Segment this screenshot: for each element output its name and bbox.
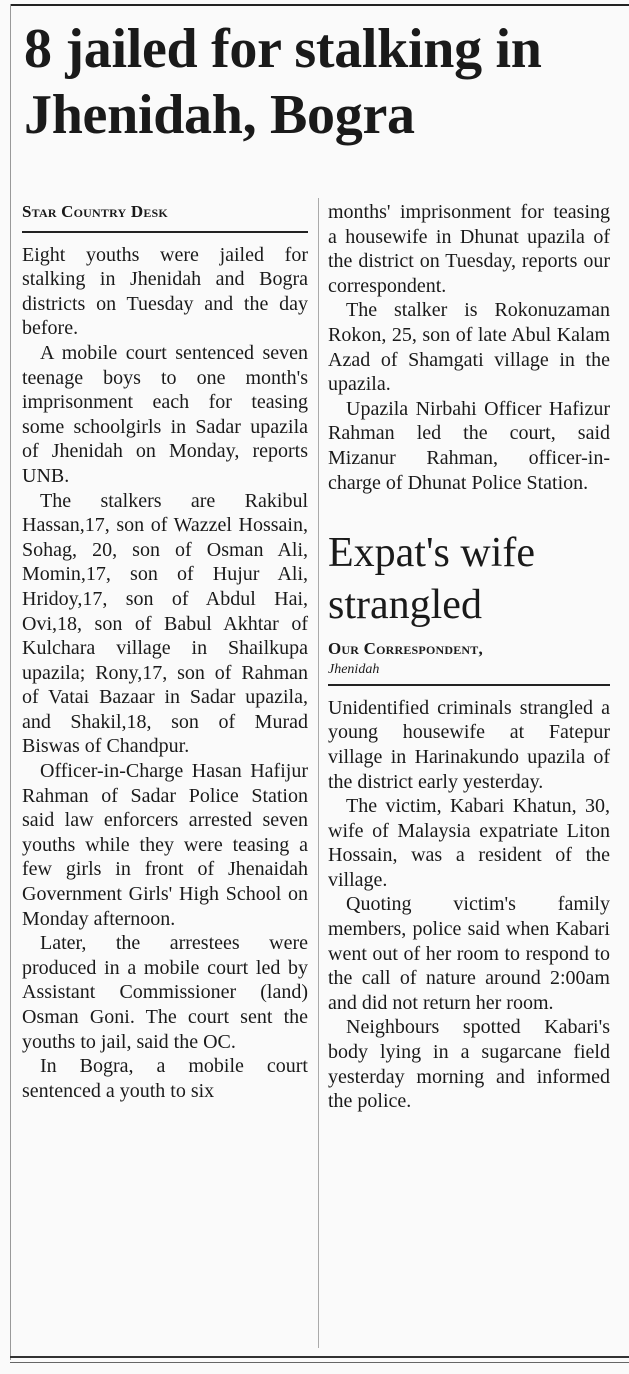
article-paragraph: Eight youths were jailed for stalking in Jhenidah and Bogra districts on Tuesday and the day before. [22, 243, 308, 340]
right-column [328, 200, 610, 1114]
article-paragraph: Officer-in-Charge Hasan Hafijur Rahman of Sadar Police Station said law enforcers arrested seven youths while they were teasing a few girls in front of Jhenaidah Government Girls' High School on Monday afternoon. [22, 760, 308, 930]
article-paragraph: A mobile court sentenced seven teenage boys to one month's imprisonment each for teasing some schoolgirls in Sadar upazila of Jhenidah on Monday, reports UNB. [22, 341, 308, 487]
article-paragraph: In Bogra, a mobile court sentenced a youth to six [22, 1055, 308, 1102]
article-paragraph: The stalker is Rokonuzaman Rokon, 25, son of late Abul Kalam Azad of Shamgati village in the upazila. [328, 299, 610, 396]
article-paragraph-continued: months' imprisonment for teasing a housewife in Dhunat upazila of the district on Tuesday, reports our correspondent. [328, 201, 610, 297]
left-border [10, 4, 11, 1360]
byline-rule [22, 231, 308, 233]
article-paragraph: Neighbours spotted Kabari's body lying in a sugarcane field yesterday morning and informed the police. [328, 1016, 610, 1113]
main-headline: 8 jailed for stalking in Jhenidah, Bogra [24, 18, 542, 146]
byline-our-correspondent: Our Correspondent, [328, 639, 483, 659]
article-paragraph: Later, the arrestees were produced in a mobile court led by Assistant Commissioner (land) Osman Goni. The court sent the youths to jail, said the OC. [22, 932, 308, 1053]
article-paragraph: The stalkers are Rakibul Hassan,17, son of Wazzel Hossain, Sohag, 20, son of Osman Ali, Momin,17, son of Hujur Ali, Hridoy,17, son of Abdul Hai, Ovi,18, son of Babul Akhtar of Kulchara village in Shailkupa upazila; Rony,17, son of Rahman of Vatai Bazaar in Sadar upazila, and Shakil,18, son of Murad Biswas of Chandpur. [22, 489, 308, 758]
article-paragraph: Quoting victim's family members, police said when Kabari went out of her room to respond to the call of nature around 2:00am and did not return her room. [328, 893, 610, 1014]
byline-star-country-desk: Star Country Desk [22, 202, 168, 221]
bottom-border [10, 1356, 629, 1358]
bottom-border-thin [10, 1362, 629, 1363]
article-paragraph: Upazila Nirbahi Officer Hafizur Rahman led the court, said Mizanur Rahman, officer-in-charge of Dhunat Police Station. [328, 397, 610, 494]
byline-rule [328, 684, 610, 686]
top-border [10, 4, 629, 6]
column-divider [318, 198, 319, 1348]
left-column [22, 200, 308, 1103]
article-paragraph: The victim, Kabari Khatun, 30, wife of Malaysia expatriate Liton Hossain, was a resident of the village. [328, 795, 610, 891]
second-headline: Expat's wife strangled [328, 530, 536, 629]
article-paragraph: Unidentified criminals strangled a young housewife at Fatepur village in Harinakundo upazila of the district early yesterday. [328, 696, 610, 793]
byline-location: Jhenidah [328, 661, 380, 677]
